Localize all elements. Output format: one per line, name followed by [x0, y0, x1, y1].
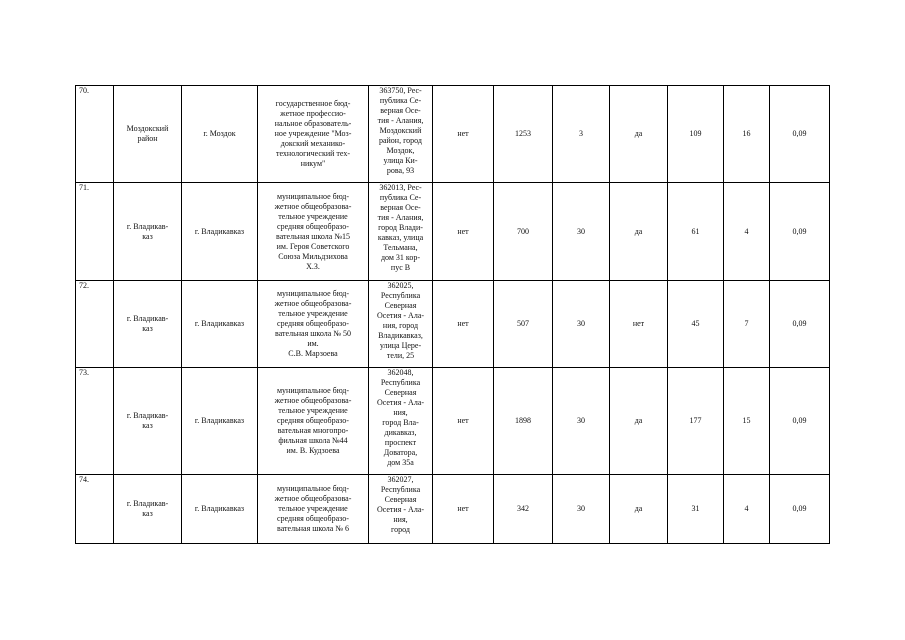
organization-cell: муниципальное бюд- жетное общеобразова- тельное учреждение средняя общеобразо- вательная многопро- фильная школа №44 им. В. Кудзоева	[258, 368, 369, 475]
district-cell: Моздокский район	[114, 86, 182, 183]
schools-table	[75, 85, 830, 544]
city-cell: г. Владикавказ	[182, 281, 258, 368]
col9-cell: да	[610, 86, 668, 183]
col7-cell: 1898	[494, 368, 553, 475]
address-cell: 362048, Республика Северная Осетия - Ала- ния, город Вла- дикавказ, проспект Доватора, дом 35а	[369, 368, 433, 475]
col9-cell: да	[610, 368, 668, 475]
col6-cell: нет	[433, 475, 494, 544]
col9-cell: да	[610, 475, 668, 544]
col12-cell: 0,09	[770, 281, 830, 368]
row-number: 70.	[76, 86, 114, 183]
district-cell: г. Владикав- каз	[114, 281, 182, 368]
col6-cell: нет	[433, 368, 494, 475]
col12-cell: 0,09	[770, 368, 830, 475]
city-cell: г. Владикавказ	[182, 183, 258, 281]
col11-cell: 4	[724, 475, 770, 544]
col7-cell: 342	[494, 475, 553, 544]
col6-cell: нет	[433, 281, 494, 368]
table-row	[76, 281, 830, 368]
col6-cell: нет	[433, 183, 494, 281]
row-number: 71.	[76, 183, 114, 281]
organization-cell: муниципальное бюд- жетное общеобразова- тельное учреждение средняя общеобразо- вательная школа № 6	[258, 475, 369, 544]
col12-cell: 0,09	[770, 183, 830, 281]
col10-cell: 109	[668, 86, 724, 183]
col11-cell: 16	[724, 86, 770, 183]
row-number: 74.	[76, 475, 114, 544]
col8-cell: 30	[553, 475, 610, 544]
district-cell: г. Владикав- каз	[114, 475, 182, 544]
col8-cell: 3	[553, 86, 610, 183]
table-row	[76, 183, 830, 281]
col11-cell: 7	[724, 281, 770, 368]
city-cell: г. Владикавказ	[182, 368, 258, 475]
col7-cell: 700	[494, 183, 553, 281]
organization-cell: государственное бюд- жетное профессио- нальное образователь- ное учреждение "Моз- докский механико- технологический тех- никум"	[258, 86, 369, 183]
city-cell: г. Моздок	[182, 86, 258, 183]
address-cell: 363750, Рес- публика Се- верная Осе- тия - Алания, Моздокский район, город Моздок, улица Ки- рова, 93	[369, 86, 433, 183]
col11-cell: 15	[724, 368, 770, 475]
col7-cell: 1253	[494, 86, 553, 183]
table-row	[76, 368, 830, 475]
col8-cell: 30	[553, 281, 610, 368]
table-row	[76, 86, 830, 183]
col10-cell: 61	[668, 183, 724, 281]
district-cell: г. Владикав- каз	[114, 368, 182, 475]
col10-cell: 31	[668, 475, 724, 544]
col10-cell: 177	[668, 368, 724, 475]
col9-cell: нет	[610, 281, 668, 368]
organization-cell: муниципальное бюд- жетное общеобразова- тельное учреждение средняя общеобразо- вательная школа №15 им. Героя Советского Союза Мильдзихова Х.З.	[258, 183, 369, 281]
col12-cell: 0,09	[770, 86, 830, 183]
address-cell: 362013, Рес- публика Се- верная Осе- тия - Алания, город Влади- кавказ, улица Тельмана, дом 31 кор- пус В	[369, 183, 433, 281]
col10-cell: 45	[668, 281, 724, 368]
row-number: 73.	[76, 368, 114, 475]
table-row	[76, 475, 830, 544]
row-number: 72.	[76, 281, 114, 368]
col8-cell: 30	[553, 183, 610, 281]
col11-cell: 4	[724, 183, 770, 281]
col12-cell: 0,09	[770, 475, 830, 544]
col6-cell: нет	[433, 86, 494, 183]
address-cell: 362025, Республика Северная Осетия - Ала- ния, город Владикавказ, улица Цере- тели, 25	[369, 281, 433, 368]
col9-cell: да	[610, 183, 668, 281]
col7-cell: 507	[494, 281, 553, 368]
organization-cell: муниципальное бюд- жетное общеобразова- тельное учреждение средняя общеобразо- вательная школа № 50 им. С.В. Марзоева	[258, 281, 369, 368]
city-cell: г. Владикавказ	[182, 475, 258, 544]
district-cell: г. Владикав- каз	[114, 183, 182, 281]
address-cell: 362027, Республика Северная Осетия - Ала- ния, город	[369, 475, 433, 544]
col8-cell: 30	[553, 368, 610, 475]
